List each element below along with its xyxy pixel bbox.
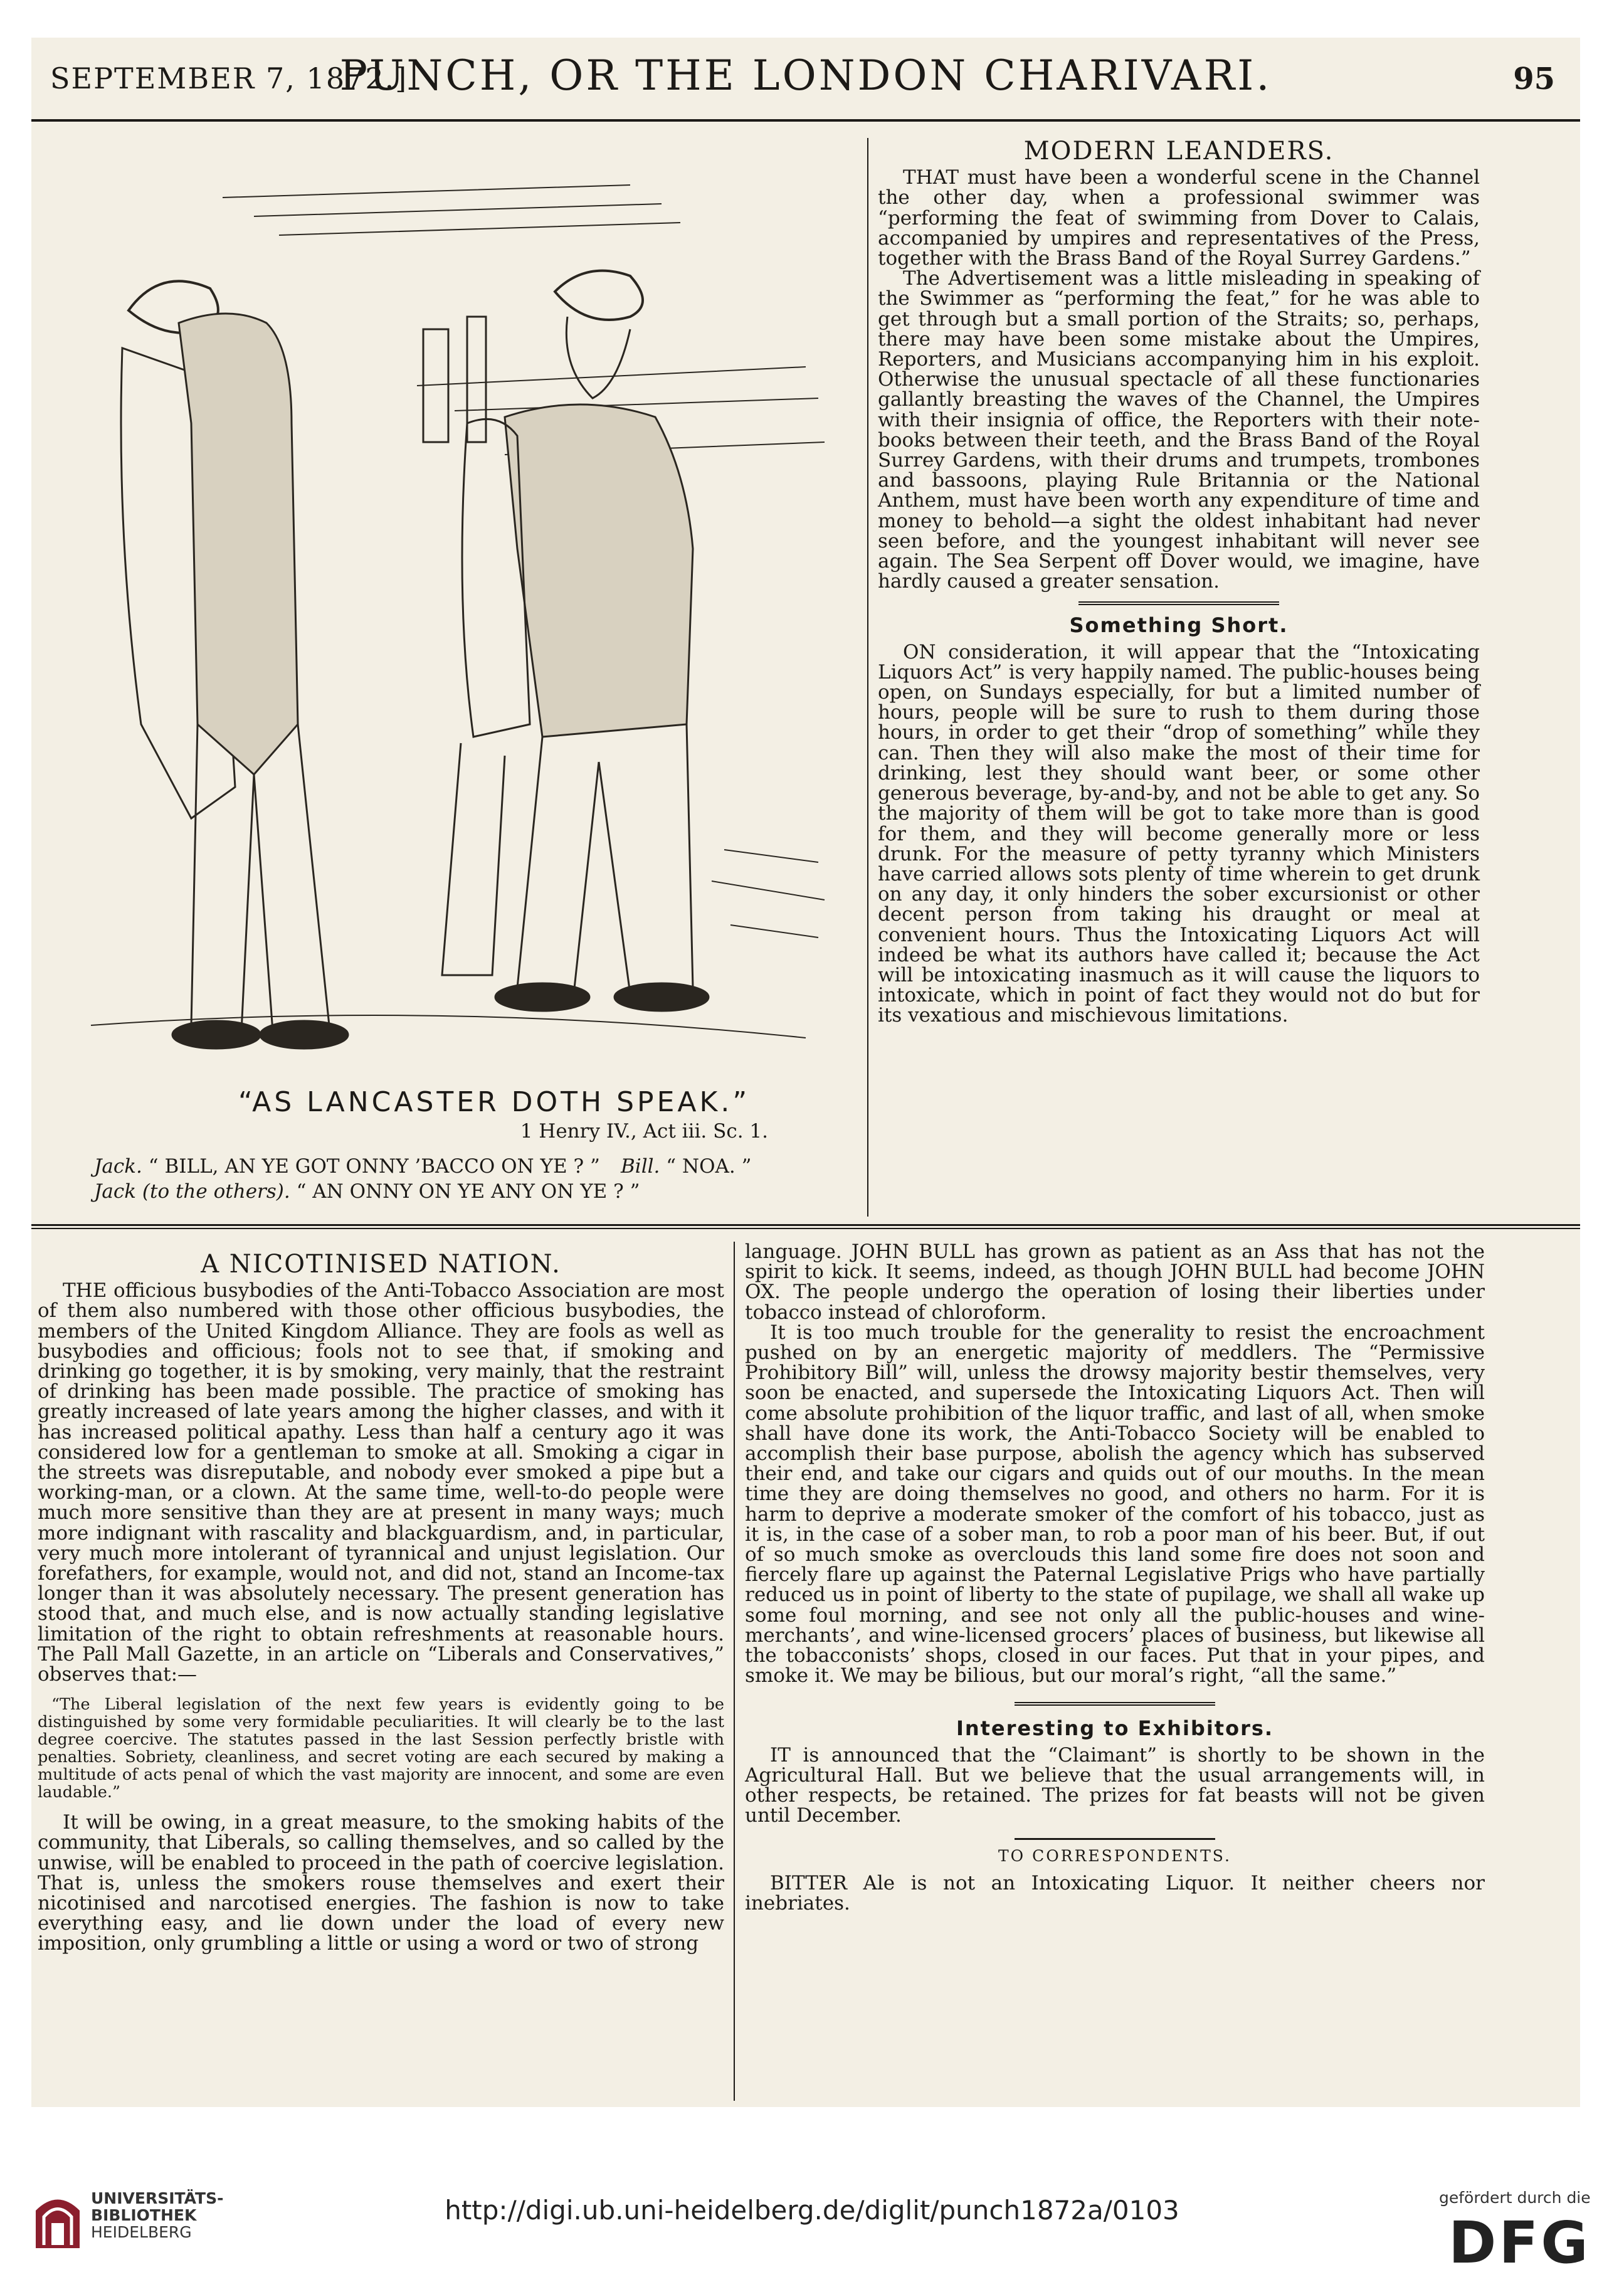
- article-title-leanders: MODERN LEANDERS.: [1023, 137, 1334, 166]
- article-title-exhibitors: Interesting to Exhibitors.: [956, 1716, 1274, 1741]
- speaker-jack: Jack.: [94, 1155, 142, 1178]
- bill-line: “ NOA. ”: [666, 1155, 752, 1178]
- section-rule: [1078, 601, 1279, 605]
- column-divider-top: [867, 138, 868, 1217]
- article-paragraph: THAT must have been a wonderful scene in the Channel the other day, when a professional swimmer was “performing the feat of swimming from Dover to Calais, accompanied by umpires and representatives of the Press, together with the Brass Band of the Royal Surrey Gardens.”: [878, 166, 1480, 270]
- cartoon-dialogue-2: [94, 1180, 640, 1203]
- article-title-nicotinised: A NICOTINISED NATION.: [201, 1250, 561, 1279]
- article-paragraph: The Advertisement was a little misleading in speaking of the Swimmer as “performing the feat,” for he was able to get through but a small portion of the Straits; so, perhaps, there may have been some mistake about the Umpires, Reporters, and Musicians accompanying him in his exploit. Otherwise the unusual spectacle of all these functionaries gallantly breasting the waves of the Channel, the Umpires with their insignia of office, the Reporters with their note-books between their teeth, and the Brass Band of the Royal Surrey Gardens, with their drums and trumpets, trombones and bassoons, playing Rule Britannia or the National Anthem, must have been worth any expenditure of time and money to behold—a sight the oldest inhabitant had never seen before, and the youngest inhabitant will never see again. The Sea Serpent off Dover would, we imagine, have hardly caused a greater sensation.: [878, 267, 1480, 593]
- speaker-jack-others: Jack (to the others).: [94, 1180, 290, 1203]
- article-paragraph: THE officious busybodies of the Anti-Tobacco Association are most of them also numbered with those other officious busybodies, the members of the United Kingdom Alliance. They are fools as well as busybodies and officious; fools not to see that, if smoking and drinking go together, it is by smoking, very mainly, that the restraint of drinking has been made possible. The practice of smoking has greatly increased of late years among the higher classes, and with it has increased political apathy. Less than half a century ago it was considered low for a gentleman to smoke at all. Smoking a cigar in the streets was disreputable, and nobody ever smoked a pipe but a working-man, or a clown. At the same time, well-to-do people were much more sensitive than they are at present in many ways; much more indignant with rascality and blackguardism, and, in particular, very much more intolerant of tyrannical and unjust legislation. Our forefathers, for example, would not, and did not, stand an Income-tax longer than it was absolutely necessary. The present generation has stood that, and much else, and is now actually standing legislative limitation of the right to obtain refreshments at reasonable hours. The Pall Mall Gazette, in an article on “Liberals and Conservatives,” observes that:—: [38, 1279, 724, 1686]
- masthead-title: PUNCH, OR THE LONDON CHARIVARI.: [339, 51, 1272, 100]
- article-quote: “The Liberal legislation of the next few years is evidently going to be distinguished by some very formidable peculiarities. It will clearly be to the last degree coercive. The statutes passed in the last Session perfectly bristle with penalties. Sobriety, cleanliness, and secret voting are each secured by making a multitude of acts penal of which the vast majority are innocent, and some are even laudable.”: [38, 1695, 724, 1802]
- article-column-bottom-left: [38, 1242, 724, 1954]
- section-rule: [1015, 1702, 1215, 1706]
- speaker-bill: Bill.: [621, 1155, 660, 1178]
- newspaper-page: [31, 38, 1580, 2107]
- article-title-something-short: Something Short.: [1069, 613, 1289, 638]
- library-line-1: UNIVERSITÄTS-: [91, 2189, 224, 2207]
- section-rule-horizontal: [31, 1224, 1580, 1226]
- article-paragraph: language. JOHN BULL has grown as patient as an Ass that has not the spirit to kick. It seems, indeed, as though JOHN BULL had become JOHN OX. The people undergo the operation of losing their liberties under tobacco instead of chloroform.: [745, 1240, 1485, 1324]
- section-rule-horizontal-2: [31, 1228, 1580, 1229]
- jack-line-2: “ AN ONNY ON YE ANY ON YE ? ”: [296, 1180, 640, 1203]
- viewer-footer: [0, 2160, 1624, 2277]
- dfg-logo: DFG: [1448, 2209, 1591, 2276]
- article-paragraph: IT is announced that the “Claimant” is shortly to be shown in the Agricultural Hall. But we believe that the usual arrangements will, in other respects, be retained. The prizes for fat beasts will not be given until December.: [745, 1743, 1485, 1827]
- header-rule: [31, 119, 1580, 122]
- cartoon-dialogue-1: [94, 1155, 600, 1178]
- article-paragraph: ON consideration, it will appear that the “Intoxicating Liquors Act” is very happily named. The public-houses being open, on Sundays especially, for but a limited number of hours, people will be sure to rush to them during those hours, in order to get their “drop of something” while they can. Then they will also make the most of their time for drinking, lest they should want beer, or some other generous beverage, by-and-by, and not be able to get any. So the majority of them will be got to take more than is good for them, and they will become generally more or less drunk. For the measure of petty tyranny which Ministers have carried allows sots plenty of time wherein to get drunk on any day, it only hinders the sober excursionist or other decent person from taking his draught or meal at convenient hours. Thus the Intoxicating Liquors Act will indeed be what its authors have called it; because the Act will be intoxicating inasmuch as it will cause the liquors to intoxicate, which in point of fact they would not do but for its vexatious and mischievous limitations.: [878, 640, 1480, 1027]
- column-divider-bottom: [734, 1242, 735, 2101]
- section-rule: [1015, 1838, 1215, 1840]
- article-paragraph: BITTER Ale is not an Intoxicating Liquor. It neither cheers nor inebriates.: [745, 1871, 1485, 1915]
- permalink-url[interactable]: http://digi.ub.uni-heidelberg.de/diglit/punch1872a/0103: [445, 2195, 1179, 2226]
- library-line-2: BIBLIOTHEK: [91, 2206, 197, 2224]
- article-column-top-right: [878, 137, 1480, 1027]
- cartoon-dialogue-reply: [621, 1155, 751, 1178]
- article-paragraph: It will be owing, in a great measure, to the smoking habits of the community, that Liberals, so calling themselves, and so called by the unwise, will be enabled to proceed in the path of coercive legislation. That is, unless the smokers rouse themselves and exert their nicotinised and narcotised energies. The fashion is now to take everything easy, and lie down under the load of every new imposition, only grumbling a little or using a word or two of strong: [38, 1811, 724, 1955]
- article-paragraph: It is too much trouble for the generality to resist the encroachment pushed on by an energetic majority of meddlers. The “Permissive Prohibitory Bill” will, unless the drowsy majority bestir themselves, very soon be enacted, and supersede the Intoxicating Liquors Act. Then will come absolute prohibition of the liquor traffic, and last of all, when smoke shall have done its work, the Anti-Tobacco Society will be enabled to accomplish their base purpose, abolish the agency which has subserved their end, and take our cigars and quids out of our mouths. In the mean time they are doing themselves no good, and others no harm. For it is harm to deprive a moderate smoker of the comfort of his tobacco, just as it is, in the case of a sober man, to rob a poor man of his beer. But, if out of so much smoke as overclouds this land some fire does not soon and fiercely flare up against the Paternal Legislative Prigs who have partially reduced us in point of liberty to the state of pupilage, we shall all wake up some foul morning, and see not only all the public-houses and wine-merchants’, and wine-licensed grocers’ places of business, but likewise all the tobacconists’ shops, closed in our faces. Put that in your pipes, and smoke it. We may be bilious, but our moral’s right, “all the same.”: [745, 1321, 1485, 1688]
- cartoon-title: “AS LANCASTER DOTH SPEAK.”: [238, 1086, 751, 1118]
- article-title-correspondents: TO CORRESPONDENTS.: [998, 1847, 1231, 1866]
- funding-caption: gefördert durch die: [1439, 2189, 1591, 2207]
- cartoon-illustration: [66, 160, 843, 1075]
- page-number: 95: [1513, 61, 1555, 97]
- page-header: [31, 50, 1580, 119]
- jack-line: “ BILL, AN YE GOT ONNY ’BACCO ON YE ? ”: [148, 1155, 600, 1178]
- cartoon-reference: 1 Henry IV., Act iii. Sc. 1.: [520, 1120, 768, 1143]
- article-column-bottom-right: [745, 1242, 1485, 1913]
- library-line-3: HEIDELBERG: [91, 2223, 192, 2241]
- issue-date: SEPTEMBER 7, 1872.]: [50, 61, 408, 95]
